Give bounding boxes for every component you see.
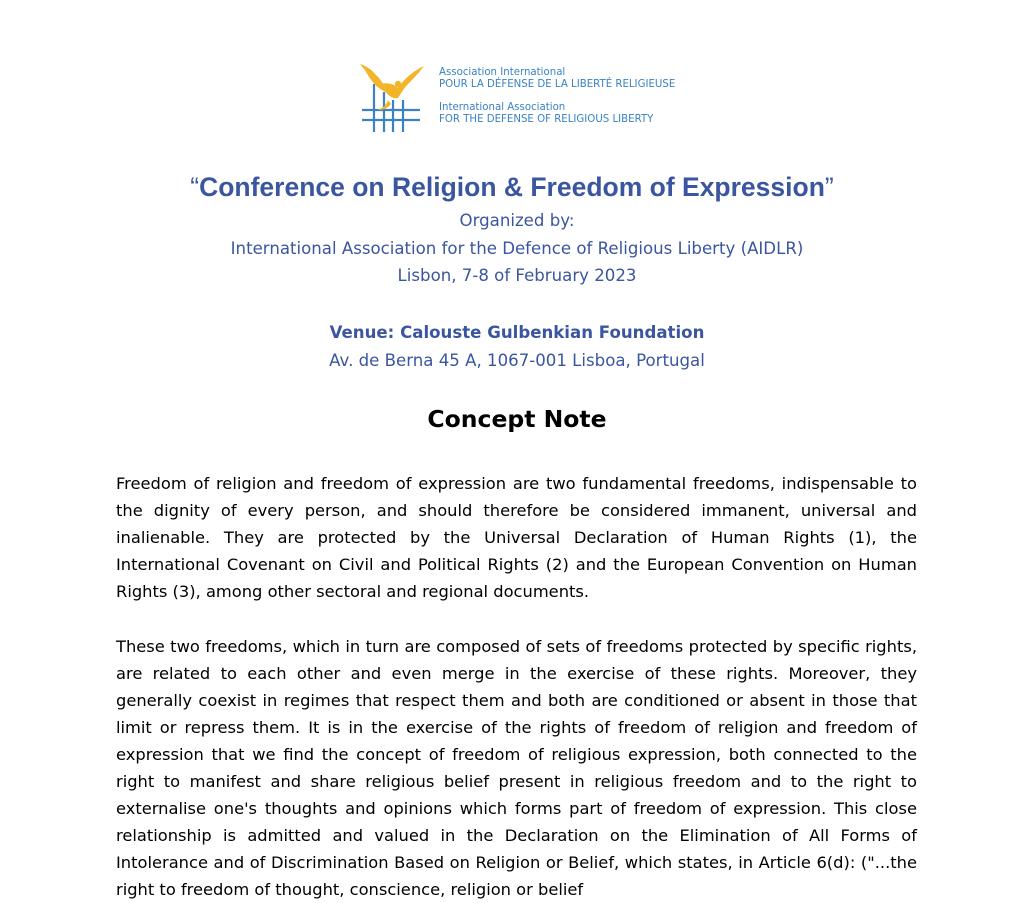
section-heading: Concept Note [427, 405, 607, 433]
logo-text [439, 67, 675, 127]
title-close-quote: ” [824, 172, 834, 202]
venue-name: Venue: Calouste Gulbenkian Foundation [329, 323, 705, 342]
logo-line-1: Association International [439, 67, 566, 78]
title-text: Conference on Religion & Freedom of Expression [199, 172, 825, 202]
paragraph-1: Freedom of religion and freedom of expression are two fundamental freedoms, indispensable to the dignity of every person, and should therefore be considered immanent, universal and inalienable. They are protected by the Universal Declaration of Human Rights (1), the International Covenant on Civil and Political Rights (2) and the European Convention on Human Rights (3), among other sectoral and regional documents. [116, 474, 917, 601]
organizer-name: International Association for the Defence of Religious Liberty (AIDLR) [230, 239, 804, 258]
paragraph-2: These two freedoms, which in turn are composed of sets of freedoms protected by specific rights, are related to each other and even merge in the exercise of these rights. Moreover, they generally coexist in regimes that respect them and both are conditioned or absent in those that limit or repress them. It is in the exercise of the rights of freedom of religion and freedom of expression that we find the concept of freedom of religious expression, both connected to the right to manifest and share religious belief present in religious freedom and to the right to externalise one's thoughts and opinions which forms part of freedom of expression. This close relationship is admitted and valued in the Declaration on the Elimination of All Forms of Intolerance and of Discrimination Based on Religion or Belief, which states, in Article 6(d): ("...the right to freedom of thought, conscience, religion or belief [116, 637, 917, 899]
association-logo [358, 62, 688, 134]
title-open-quote: “ [190, 172, 200, 202]
logo-line-4: FOR THE DEFENSE OF RELIGIOUS LIBERTY [439, 114, 654, 126]
dove-hash-icon [358, 62, 428, 134]
venue-address: Av. de Berna 45 A, 1067-001 Lisboa, Portugal [329, 351, 705, 370]
logo-line-3: International Association [439, 101, 566, 113]
conference-title [0, 172, 1024, 203]
logo-line-2: POUR LA DÉFENSE DE LA LIBERTÉ RELIGIEUSE [439, 79, 676, 91]
event-date: Lisbon, 7-8 of February 2023 [397, 266, 637, 285]
organized-by-label: Organized by: [459, 211, 575, 230]
